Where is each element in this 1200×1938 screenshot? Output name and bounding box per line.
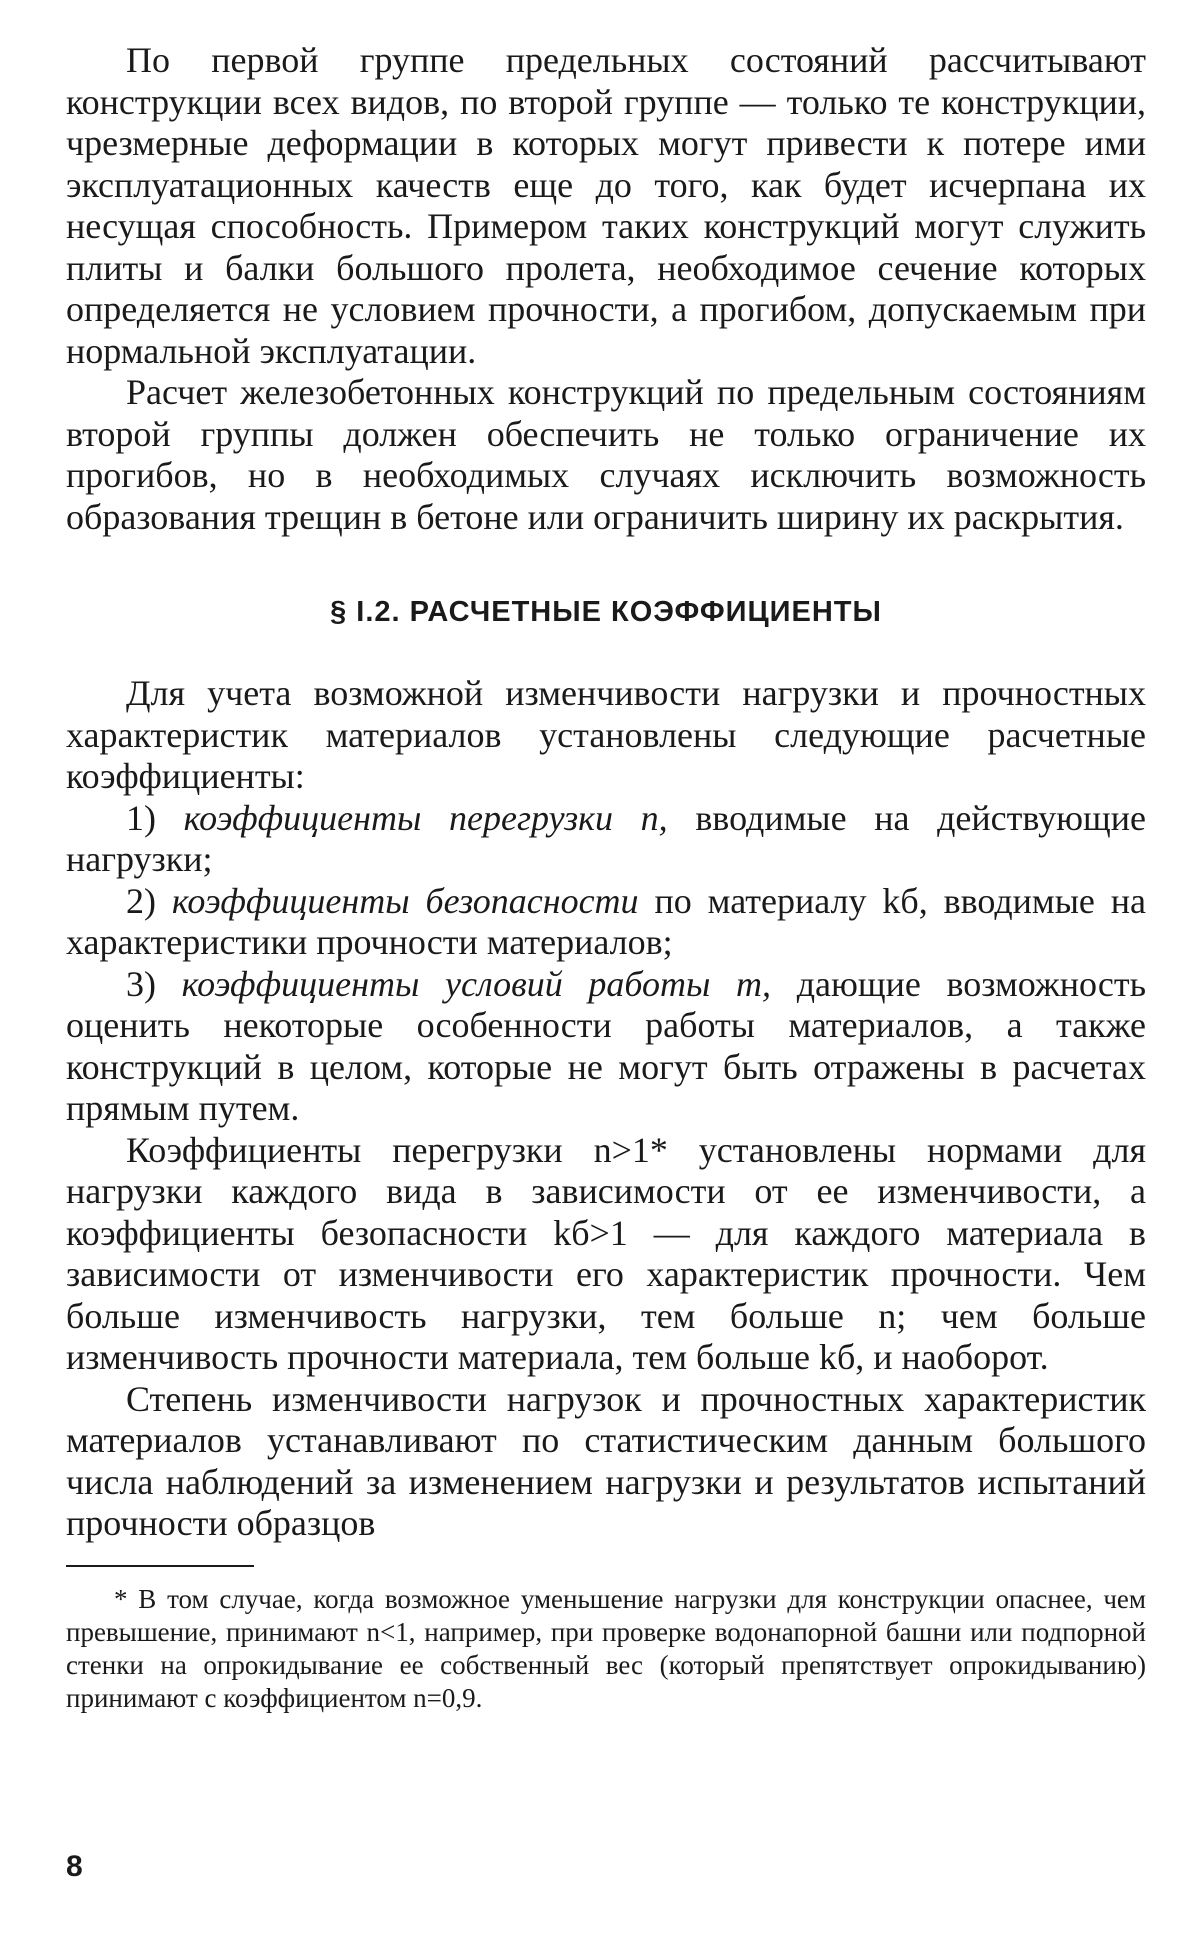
paragraph-4: Степень изменчивости нагрузок и прочностных характеристик материалов устанавливают по статистическим данным большого числа наблюдений за изменением нагрузки и результатов испытаний прочности образцов bbox=[66, 1378, 1146, 1543]
list-item bbox=[66, 881, 1146, 964]
list-item-number: 1) bbox=[126, 797, 156, 838]
paragraph-2: Расчет железобетонных конструкций по предельным состояниям второй группы должен обеспечить не только ограничение их прогибов, но в необходимых случаях исключить возможность образования трещин в бетоне или ограничить ширину их раскрытия. bbox=[66, 372, 1146, 537]
list-item-number: 3) bbox=[126, 963, 156, 1004]
page-number: 8 bbox=[66, 1850, 83, 1883]
page-body bbox=[66, 40, 1146, 1715]
list-item bbox=[66, 798, 1146, 881]
list-item-text: дающие возможность оценить некоторые особенности работы материалов, а также конструкций в целом, которые не могут быть отражены в расчетах прямым путем. bbox=[66, 963, 1147, 1128]
section-heading: § I.2. РАСЧЕТНЫЕ КОЭФФИЦИЕНТЫ bbox=[330, 596, 882, 628]
list-item-number: 2) bbox=[126, 880, 156, 921]
list-item bbox=[66, 964, 1146, 1130]
list-item-text: вводимые на действующие нагрузки; bbox=[66, 797, 1147, 879]
list-item-term: коэффициенты перегрузки n, bbox=[183, 797, 668, 838]
paragraph-1: По первой группе предельных состояний рассчитывают конструкции всех видов, по второй группе — только те конструкции, чрезмерные деформации в которых могут привести к потере ими эксплуатационных качеств еще до того, как будет исчерпана их несущая способность. Примером таких конструкций могут служить плиты и балки большого пролета, необходимое сечение которых определяется не условием прочности, а прогибом, допускаемым при нормальной эксплуатации. bbox=[66, 40, 1146, 371]
section-intro: Для учета возможной изменчивости нагрузки и прочностных характеристик материалов установлены следующие расчетные коэффициенты: bbox=[66, 673, 1146, 796]
list-item-text: по материалу kб, вводимые на характеристики прочности материалов; bbox=[66, 880, 1147, 962]
paragraph-3: Коэффициенты перегрузки n>1* установлены нормами для нагрузки каждого вида в зависимости от ее изменчивости, а коэффициенты безопасности kб>1 — для каждого материала в зависимости от изменчивости его характеристик прочности. Чем больше изменчивость нагрузки, тем больше n; чем больше изменчивость прочности материала, тем больше kб, и наоборот. bbox=[66, 1129, 1146, 1377]
list-item-term: коэффициенты безопасности bbox=[171, 880, 639, 921]
list-item-term: коэффициенты условий работы m, bbox=[181, 963, 772, 1004]
footnote-divider bbox=[66, 1565, 254, 1567]
footnote: * В том случае, когда возможное уменьшение нагрузки для конструкции опаснее, чем превышение, принимают n<1, например, при проверке водонапорной башни или подпорной стенки на опрокидывание ее собственный вес (который препятствует опрокидыванию) принимают с коэффициентом n=0,9. bbox=[66, 1583, 1146, 1713]
